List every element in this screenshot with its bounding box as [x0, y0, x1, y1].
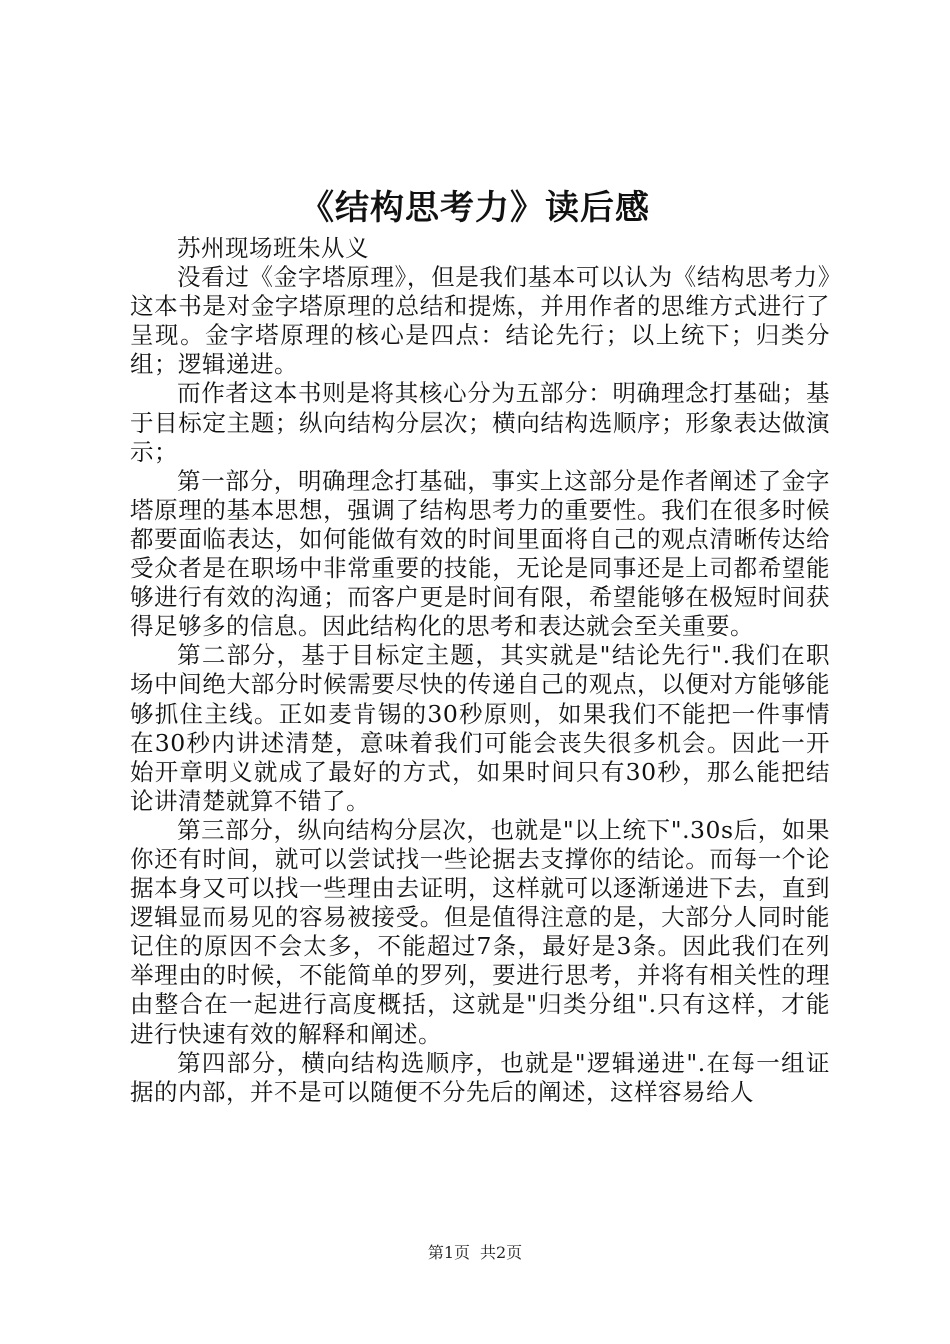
- paragraph-intro: 没看过《金字塔原理》，但是我们基本可以认为《结构思考力》这本书是对金字塔原理的总结和提炼，并用作者的思维方式进行了呈现。金字塔原理的核心是四点：结论先行；以上统下；归类分组；逻辑递进。: [130, 263, 830, 379]
- paragraph-part-four: 第四部分，横向结构选顺序，也就是"逻辑递进".在每一组证据的内部，并不是可以随便不分先后的阐述，这样容易给人: [130, 1048, 830, 1106]
- paragraph-part-three: 第三部分，纵向结构分层次，也就是"以上统下".30s后，如果你还有时间，就可以尝试找一些论据去支撑你的结论。而每一个论据本身又可以找一些理由去证明，这样就可以逐渐递进下去，直到逻辑显而易见的容易被接受。但是值得注意的是，大部分人同时能记住的原因不会太多，不能超过7条，最好是3条。因此我们在列举理由的时候，不能简单的罗列，要进行思考，并将有相关性的理由整合在一起进行高度概括，这就是"归类分组".只有这样，才能进行快速有效的解释和阐述。: [130, 815, 830, 1048]
- paragraph-five-parts: 而作者这本书则是将其核心分为五部分：明确理念打基础；基于目标定主题；纵向结构分层次；横向结构选顺序；形象表达做演示；: [130, 379, 830, 466]
- page-number: 第1页: [427, 1243, 470, 1262]
- page-total: 共2页: [480, 1243, 523, 1262]
- document-title: 《结构思考力》读后感: [300, 188, 650, 228]
- author-line: 苏州现场班朱从义: [177, 234, 369, 262]
- paragraph-part-one: 第一部分，明确理念打基础，事实上这部分是作者阐述了金字塔原理的基本思想，强调了结构思考力的重要性。我们在很多时候都要面临表达，如何能做有效的时间里面将自己的观点清晰传达给受众者是在职场中非常重要的技能，无论是同事还是上司都希望能够进行有效的沟通；而客户更是时间有限，希望能够在极短时间获得足够多的信息。因此结构化的思考和表达就会至关重要。: [130, 466, 830, 641]
- page-footer: [0, 1242, 950, 1264]
- document-body: [130, 234, 830, 1107]
- paragraph-part-two: 第二部分，基于目标定主题，其实就是"结论先行".我们在职场中间绝大部分时候需要尽快的传递自己的观点，以便对方能够能够抓住主线。正如麦肯锡的30秒原则，如果我们不能把一件事情在30秒内讲述清楚，意味着我们可能会丧失很多机会。因此一开始开章明义就成了最好的方式，如果时间只有30秒，那么能把结论讲清楚就算不错了。: [130, 641, 830, 815]
